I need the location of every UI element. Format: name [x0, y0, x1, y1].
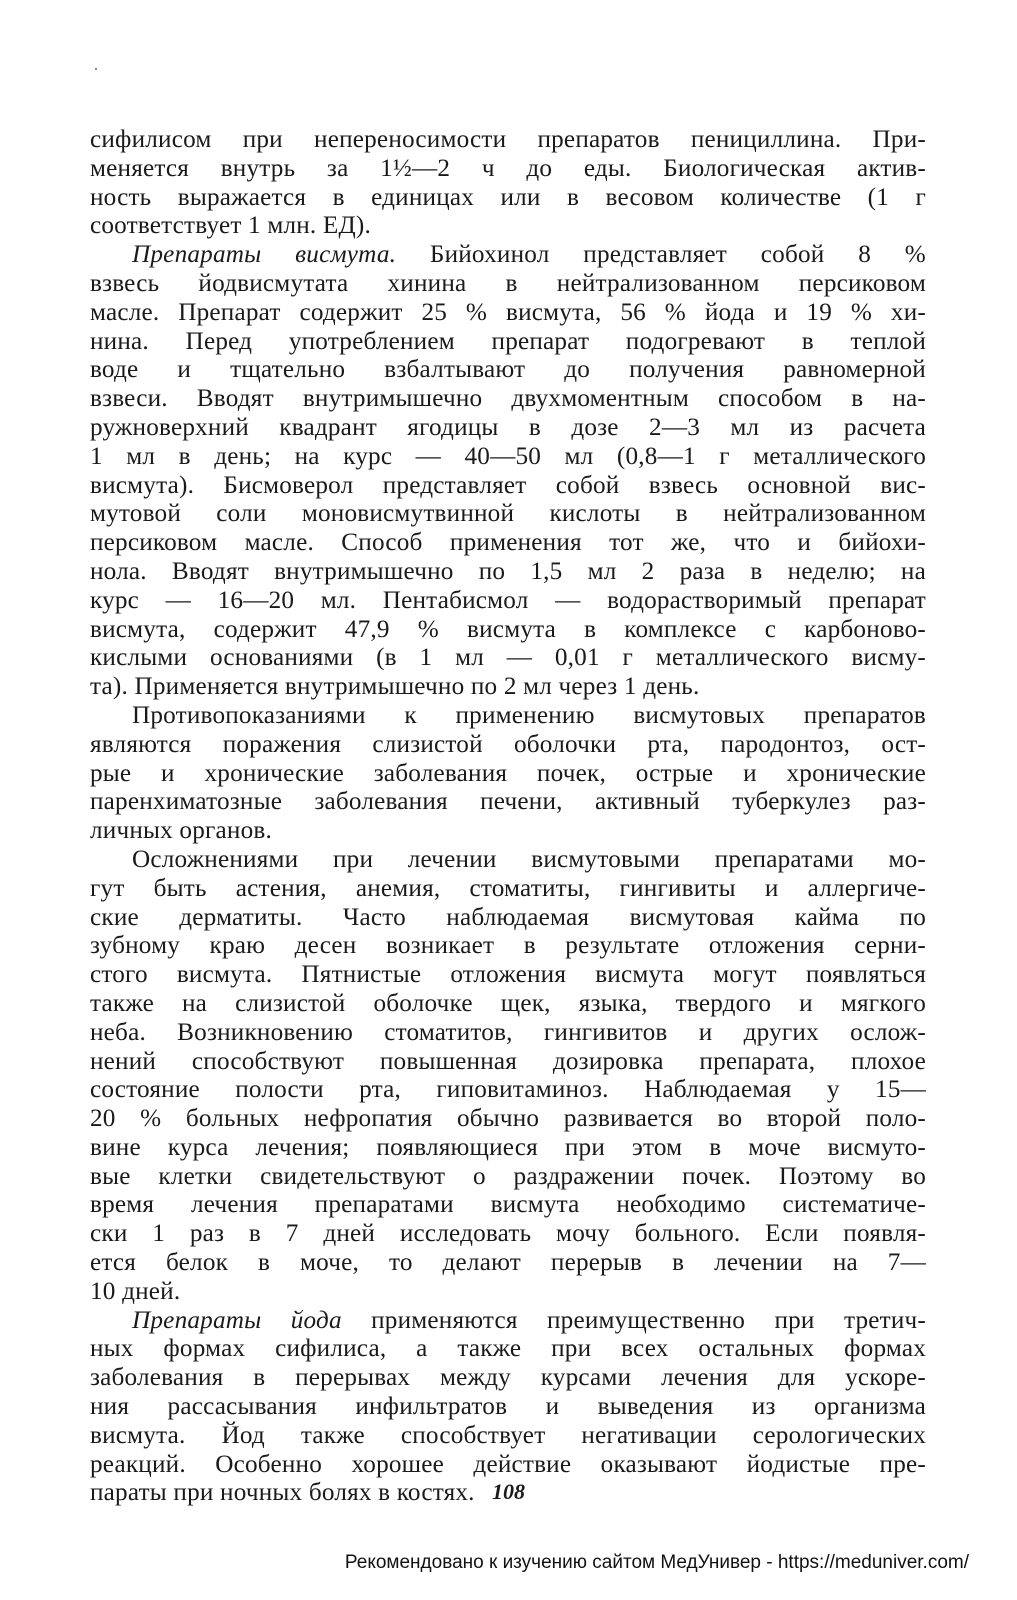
line-text: кислыми основаниями (в 1 мл — 0,01 г металлического висму-: [90, 644, 926, 672]
text-line: [90, 1422, 926, 1451]
line-text: вине курса лечения; появляющиеся при этом в моче висмуто-: [90, 1133, 926, 1161]
text-line: [90, 961, 926, 990]
scan-speck: [95, 68, 97, 70]
line-text: параты при ночных болях в костях.: [90, 1479, 475, 1507]
text-line: [90, 1393, 926, 1422]
line-text: взвеси. Вводят внутримышечно двухмоментным способом в на-: [90, 385, 926, 413]
line-text: нений способствуют повышенная дозировка препарата, плохое: [90, 1047, 926, 1075]
line-text: паренхиматозные заболевания печени, активный туберкулез раз-: [90, 788, 926, 816]
text-line: [90, 875, 926, 904]
text-line: [90, 702, 926, 731]
line-text: применяются преимущественно при третич-: [341, 1306, 926, 1334]
paragraph: [90, 241, 926, 702]
line-text: меняется внутрь за 1½—2 ч до еды. Биологическая актив-: [90, 154, 926, 182]
text-line: [90, 788, 926, 817]
paragraph: [90, 126, 926, 241]
paragraph: [90, 846, 926, 1307]
line-text: нина. Перед употреблением препарат подогревают в теплой: [90, 327, 926, 355]
line-text: зубному краю десен возникает в результате отложения серни-: [90, 932, 926, 960]
text-line: [90, 760, 926, 789]
line-text: масле. Препарат содержит 25 % висмута, 56 % йода и 19 % хи-: [90, 298, 926, 326]
line-text: ски 1 раз в 7 дней исследовать мочу больного. Если появля-: [90, 1220, 926, 1248]
text-line: [90, 846, 926, 875]
line-text: 1 мл в день; на курс — 40—50 мл (0,8—1 г металлического: [90, 442, 926, 470]
line-text: мутовой соли моновисмутвинной кислоты в нейтрализованном: [90, 500, 926, 528]
text-line: [90, 1307, 926, 1336]
text-line: [90, 558, 926, 587]
line-text: курс — 16—20 мл. Пентабисмол — водорастворимый препарат: [90, 586, 926, 614]
line-text: время лечения препаратами висмута необходимо систематиче-: [90, 1191, 926, 1219]
text-line: [90, 587, 926, 616]
text-line: [90, 1191, 926, 1220]
line-text: ские дерматиты. Часто наблюдаемая висмутовая кайма по: [90, 903, 926, 931]
line-text: заболевания в перерывах между курсами лечения для ускоре-: [90, 1364, 926, 1392]
text-line: [90, 817, 926, 846]
line-text: воде и тщательно взбалтывают до получения равномерной: [90, 356, 926, 384]
page-body: [90, 126, 926, 1508]
line-text: рые и хронические заболевания почек, острые и хронические: [90, 759, 926, 787]
line-text: висмута). Бисмоверол представляет собой взвесь основной вис-: [90, 471, 926, 499]
line-text: являются поражения слизистой оболочки рта, пародонтоз, ост-: [90, 730, 926, 758]
text-line: [90, 472, 926, 501]
text-line: [90, 673, 926, 702]
line-text: состояние полости рта, гиповитаминоз. Наблюдаемая у 15—: [90, 1076, 926, 1104]
text-line: [90, 1163, 926, 1192]
italic-heading: Препараты висмута.: [132, 241, 397, 269]
text-line: [90, 241, 926, 270]
text-line: [90, 126, 926, 155]
line-text: неба. Возникновению стоматитов, гингивитов и других ослож-: [90, 1018, 926, 1046]
line-text: стого висмута. Пятнистые отложения висмута могут появляться: [90, 961, 926, 989]
text-line: [90, 500, 926, 529]
text-line: [90, 328, 926, 357]
paragraph: [90, 1307, 926, 1509]
line-text: нола. Вводят внутримышечно по 1,5 мл 2 раза в неделю; на: [90, 557, 926, 585]
text-line: [90, 1105, 926, 1134]
text-line: [90, 1134, 926, 1163]
line-text: 20 % больных нефропатия обычно развивается во второй поло-: [90, 1105, 926, 1133]
line-text: та). Применяется внутримышечно по 2 мл через 1 день.: [90, 673, 700, 701]
text-line: [90, 212, 926, 241]
text-line: [90, 356, 926, 385]
line-text: реакций. Особенно хорошее действие оказывают йодистые пре-: [90, 1450, 926, 1478]
line-text: ружноверхний квадрант ягодицы в дозе 2—3 мл из расчета: [90, 413, 926, 441]
line-text: также на слизистой оболочке щек, языка, твердого и мягкого: [90, 989, 926, 1017]
text-line: [90, 1364, 926, 1393]
line-text: ния рассасывания инфильтратов и выведения из организма: [90, 1393, 926, 1421]
text-line: [90, 414, 926, 443]
text-line: [90, 270, 926, 299]
text-line: [90, 184, 926, 213]
line-text: 10 дней.: [90, 1277, 181, 1305]
page-number: 108: [492, 1479, 525, 1504]
watermark-link[interactable]: Рекомендовано к изучению сайтом МедУнивер - https://meduniver.com/: [344, 1552, 969, 1573]
line-text: ных формах сифилиса, а также при всех остальных формах: [90, 1335, 926, 1363]
text-line: [90, 1249, 926, 1278]
text-line: [90, 644, 926, 673]
text-line: [90, 443, 926, 472]
text-line: [90, 1048, 926, 1077]
line-text: персиковом масле. Способ применения тот же, что и бийохи-: [90, 529, 926, 557]
line-text: соответствует 1 млн. ЕД).: [90, 212, 371, 240]
text-line: [90, 299, 926, 328]
line-text: Противопоказаниями к применению висмутовых препаратов: [132, 701, 926, 729]
text-line: [90, 1076, 926, 1105]
text-line: [90, 1019, 926, 1048]
text-line: [90, 1220, 926, 1249]
text-line: [90, 904, 926, 933]
line-text: гут быть астения, анемия, стоматиты, гингивиты и аллергиче-: [90, 874, 926, 902]
text-line: [90, 1335, 926, 1364]
line-text: ность выражается в единицах или в весовом количестве (1 г: [90, 183, 926, 211]
paragraph: [90, 702, 926, 846]
line-text: Осложнениями при лечении висмутовыми препаратами мо-: [132, 845, 926, 873]
text-line: [90, 1451, 926, 1480]
line-text: личных органов.: [90, 817, 272, 845]
text-line: [90, 529, 926, 558]
text-line: [90, 155, 926, 184]
line-text: сифилисом при непереносимости препаратов пенициллина. При-: [90, 126, 926, 153]
line-text: висмута. Йод также способствует негативации серологических: [90, 1421, 926, 1449]
line-text: вые клетки свидетельствуют о раздражении почек. Поэтому во: [90, 1162, 926, 1190]
line-text: Бийохинол представляет собой 8 %: [396, 241, 926, 269]
line-text: ется белок в моче, то делают перерыв в лечении на 7—: [90, 1249, 926, 1277]
text-line: [90, 385, 926, 414]
text-line: [90, 731, 926, 760]
text-line: [90, 990, 926, 1019]
text-line: [90, 932, 926, 961]
italic-heading: Препараты йода: [132, 1306, 342, 1334]
text-line: [90, 616, 926, 645]
line-text: висмута, содержит 47,9 % висмута в комплексе с карбоново-: [90, 615, 926, 643]
line-text: взвесь йодвисмутата хинина в нейтрализованном персиковом: [90, 269, 926, 297]
text-line: [90, 1278, 926, 1307]
